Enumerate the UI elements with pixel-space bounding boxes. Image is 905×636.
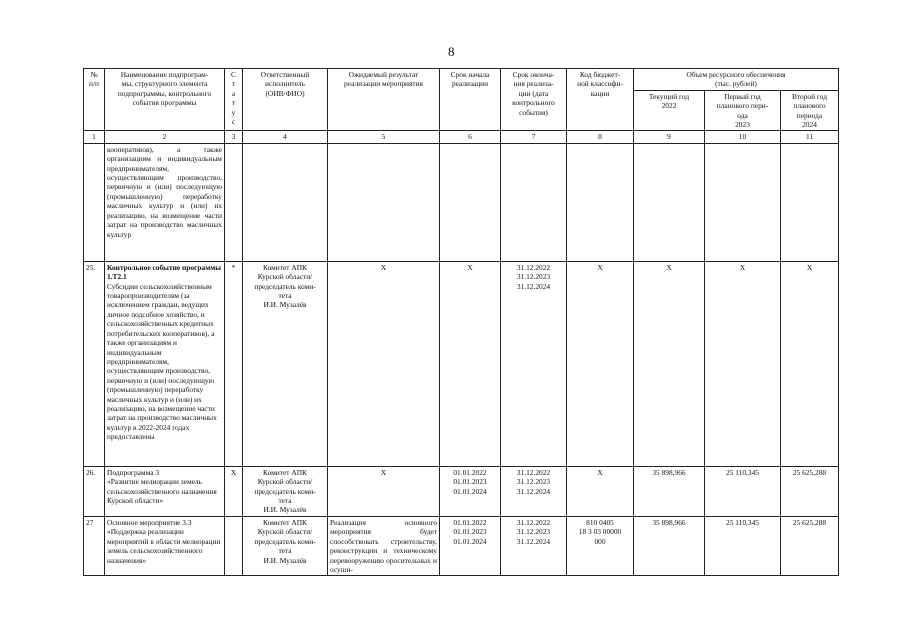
row-start: X (440, 261, 501, 466)
header-year-2: Первый год планового пери- ода 2023 (705, 90, 781, 131)
row-executor: Комитет АПК Курской области/ председатель коми- тета И.И. Музалёв (243, 466, 328, 516)
col-number: 4 (243, 131, 328, 143)
row-end: 31.12.2022 31.12.2023 31.12.2024 (501, 261, 567, 466)
col-number: 3 (225, 131, 243, 143)
row-name: Основное мероприятие 3.3 «Поддержка реализации мероприятий в области мелиорации земель сельскохозяйственного назначения» (105, 516, 225, 575)
header-year-3: Второй год планового периода 2024 (781, 90, 839, 131)
header-name: Наименование подпрограм- мы, структурного элемента подпрограммы, контрольного события программы (105, 69, 225, 131)
row-year-3 (781, 143, 839, 261)
row-end: 31.12.2022 31.12.2023 31.12.2024 (501, 516, 567, 575)
header-row-1 (84, 69, 839, 91)
row-executor (243, 143, 328, 261)
row-year-2: X (705, 261, 781, 466)
row-num: 25. (84, 261, 105, 466)
row-executor: Комитет АПК Курской области/ председатель коми- тета И.И. Музалёв (243, 261, 328, 466)
row-year-1: 35 898,966 (634, 516, 705, 575)
row-code (567, 143, 634, 261)
table-row (84, 261, 839, 466)
table-row (84, 466, 839, 516)
header-end: Срок оконча- ния реализа- ции (дата контрольного события) (501, 69, 567, 131)
table-row (84, 516, 839, 575)
row-year-2: 25 110,345 (705, 466, 781, 516)
row-status: X (225, 466, 243, 516)
row-name-text: Субсидии сельскохозяйственным товаропроизводителям (за исключением граждан, ведущих личное подсобное хозяйство, и сельскохозяйственных кредитных потребительских кооперативов), а также организациям и индивидуальным предпринимателям, осуществляющим производство, первичную и (или) последующую (промышленную) переработку масличных культур и (или) их реализацию, на возмещение части затрат на производство масличных культур в 2022-2024 годах предоставлены (107, 281, 217, 442)
header-year-1: Текущий год 2022 (634, 90, 705, 131)
row-result: Реализация основного мероприятия будет способствовать строительству, реконструкции и техническому перевооружению оросительных и осуши- (328, 516, 440, 575)
row-executor: Комитет АПК Курской области/ председатель коми- тета И.И. Музалёв (243, 516, 328, 575)
row-status (225, 143, 243, 261)
col-number: 11 (781, 131, 839, 143)
row-name-text: кооперативов), а также организациям и индивидуальным предпринимателям, осуществляющим производство, первичную и (или) последующую (промышленную) переработку масличных культур и (или) их реализацию, на возмещение части затрат на производство масличных культур (107, 144, 222, 239)
row-num: 26. (84, 466, 105, 516)
column-number-row (84, 131, 839, 143)
col-number: 9 (634, 131, 705, 143)
header-num: № п/п (84, 69, 105, 131)
row-name (105, 143, 225, 261)
col-number: 6 (440, 131, 501, 143)
row-name: Подпрограмма 3 «Развитие мелиорации земель сельскохозяйственного назначения Курской области» (105, 466, 225, 516)
row-year-1 (634, 143, 705, 261)
col-number: 1 (84, 131, 105, 143)
row-year-3: X (781, 261, 839, 466)
header-code: Код бюджет- ной классифи- кации (567, 69, 634, 131)
row-result: X (328, 466, 440, 516)
row-code: X (567, 466, 634, 516)
row-name (105, 261, 225, 466)
row-status: * (225, 261, 243, 466)
row-end (501, 143, 567, 261)
header-status: С т а т у с (225, 69, 243, 131)
row-start: 01.01.2022 01.01.2023 01.01.2024 (440, 466, 501, 516)
page-number: 8 (448, 44, 455, 59)
row-year-1: 35 898,966 (634, 466, 705, 516)
col-number: 2 (105, 131, 225, 143)
row-status (225, 516, 243, 575)
row-result (328, 143, 440, 261)
program-table (83, 68, 839, 576)
row-start: 01.01.2022 01.01.2023 01.01.2024 (440, 516, 501, 575)
col-number: 10 (705, 131, 781, 143)
row-year-2: 25 110,345 (705, 516, 781, 575)
row-start (440, 143, 501, 261)
row-year-2 (705, 143, 781, 261)
row-code: 810 0405 18 3 03 00000 000 (567, 516, 634, 575)
row-num: 27 (84, 516, 105, 575)
col-number: 7 (501, 131, 567, 143)
header-volume: Объем ресурсного обеспечения (тыс. рублей) (634, 69, 839, 91)
row-year-3: 25 625,288 (781, 466, 839, 516)
row-year-3: 25 625,288 (781, 516, 839, 575)
header-start: Срок начала реализации (440, 69, 501, 131)
row-end: 31.12.2022 31.12.2023 31.12.2024 (501, 466, 567, 516)
row-year-1: X (634, 261, 705, 466)
col-number: 5 (328, 131, 440, 143)
row-result: X (328, 261, 440, 466)
row-num (84, 143, 105, 261)
header-executor: Ответственный исполнитель (ОИВ/ФИО) (243, 69, 328, 131)
table-row (84, 143, 839, 261)
col-number: 8 (567, 131, 634, 143)
header-result: Ожидаемый результат реализации мероприятия (328, 69, 440, 131)
row-name-title: Контрольное событие программы 1.Т2.1 (107, 262, 222, 282)
row-code: X (567, 261, 634, 466)
